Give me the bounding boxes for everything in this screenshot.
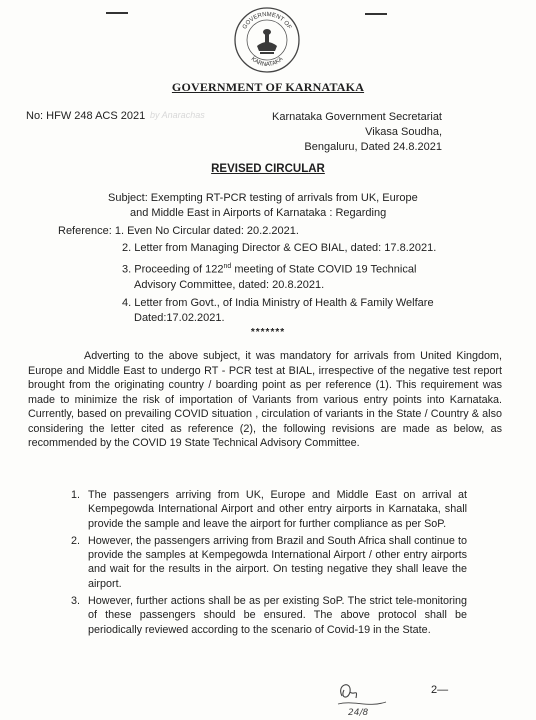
separator-stars: ******* xyxy=(250,327,286,338)
order-number: No: HFW 248 ACS 2021 xyxy=(26,110,146,122)
list-text: However, the passengers arriving from Brazil and South Africa shall continue to provide the samples at Kempegowda International Airport / other entry airports and wait for the results in the airport. On testing negative they shall leave the airport. xyxy=(88,534,467,590)
top-right-mark xyxy=(365,13,387,15)
revisions-list xyxy=(71,488,467,640)
reference-item xyxy=(58,296,436,326)
reference-continuation: Advisory Committee, dated: 20.8.2021. xyxy=(134,278,325,291)
signature-date: 24/8 xyxy=(348,708,369,718)
top-left-mark xyxy=(106,12,128,14)
reference-text: 3. Proceeding of 122 xyxy=(122,263,224,276)
issuing-address xyxy=(272,110,442,155)
subject-line: and Middle East in Airports of Karnataka : Regarding xyxy=(130,207,387,219)
reference-text: meeting of State COVID 19 Technical xyxy=(231,263,417,276)
reference-item: Reference: 1. Even No Circular dated: 20.2.2021. xyxy=(58,225,299,237)
svg-text:KARNATAKA xyxy=(250,56,285,68)
seal-top-text: GOVERNMENT OF xyxy=(241,11,293,31)
address-line: Vikasa Soudha, xyxy=(365,126,442,138)
handwritten-initials-signature xyxy=(334,678,394,718)
list-number: 1. xyxy=(71,489,81,501)
list-text: However, further actions shall be as per existing SoP. The strict tele-monitoring of these passengers should be ensured. The above protocol shall be periodically reviewed according to the scenario of Covid-19 in the State. xyxy=(88,595,467,636)
subject-line: Subject: Exempting RT-PCR testing of arrivals from UK, Europe xyxy=(108,192,418,204)
svg-text:GOVERNMENT OF xyxy=(242,12,292,31)
list-item xyxy=(71,488,467,531)
page-continuation-marker: 2— xyxy=(431,684,449,696)
reference-continuation: Dated:17.02.2021. xyxy=(134,311,225,324)
list-item xyxy=(71,534,467,591)
seal-bottom-text: KARNATAKA xyxy=(249,56,285,69)
list-number: 3. xyxy=(71,595,81,608)
list-number: 2. xyxy=(71,534,81,547)
list-text: The passengers arriving from UK, Europe and Middle East on arrival at Kempegowda International Airport and other entry airports in Karnataka, shall provide the sample and leave the airport for further compliance as per SoP. xyxy=(88,489,467,530)
faint-handwritten-note: by Anarachas xyxy=(150,110,205,120)
reference-text: 4. Letter from Govt., of India Ministry of Health & Family Welfare xyxy=(122,296,434,309)
list-item xyxy=(71,594,467,637)
address-line: Bengaluru, Dated 24.8.2021 xyxy=(304,141,442,153)
reference-item xyxy=(58,259,436,293)
address-line: Karnataka Government Secretariat xyxy=(272,111,442,123)
subject-block xyxy=(108,191,418,221)
government-title: GOVERNMENT OF KARNATAKA xyxy=(171,80,365,94)
reference-item: 2. Letter from Managing Director & CEO BIAL, dated: 17.8.2021. xyxy=(122,242,437,254)
ordinal-suffix: nd xyxy=(223,263,232,270)
body-paragraph: Adverting to the above subject, it was mandatory for arrivals from United Kingdom, Europe and Middle East to undergo RT - PCR test at BIAL, irrespective of the negative test report brought from the originating country / boarding point as per reference (1). This requirement was made to minimize the risk of importation of Variants from various entry points into Karnataka. Currently, based on prevailing COVID situation , circulation of variants in the State / Country & also considering the letter cited as reference (2), the following revisions are made as below, as recommended by the COVID 19 State Technical Advisory Committee. xyxy=(28,350,502,449)
circular-title: REVISED CIRCULAR xyxy=(211,163,325,175)
karnataka-seal-emblem xyxy=(233,6,301,74)
references-block xyxy=(58,224,436,329)
